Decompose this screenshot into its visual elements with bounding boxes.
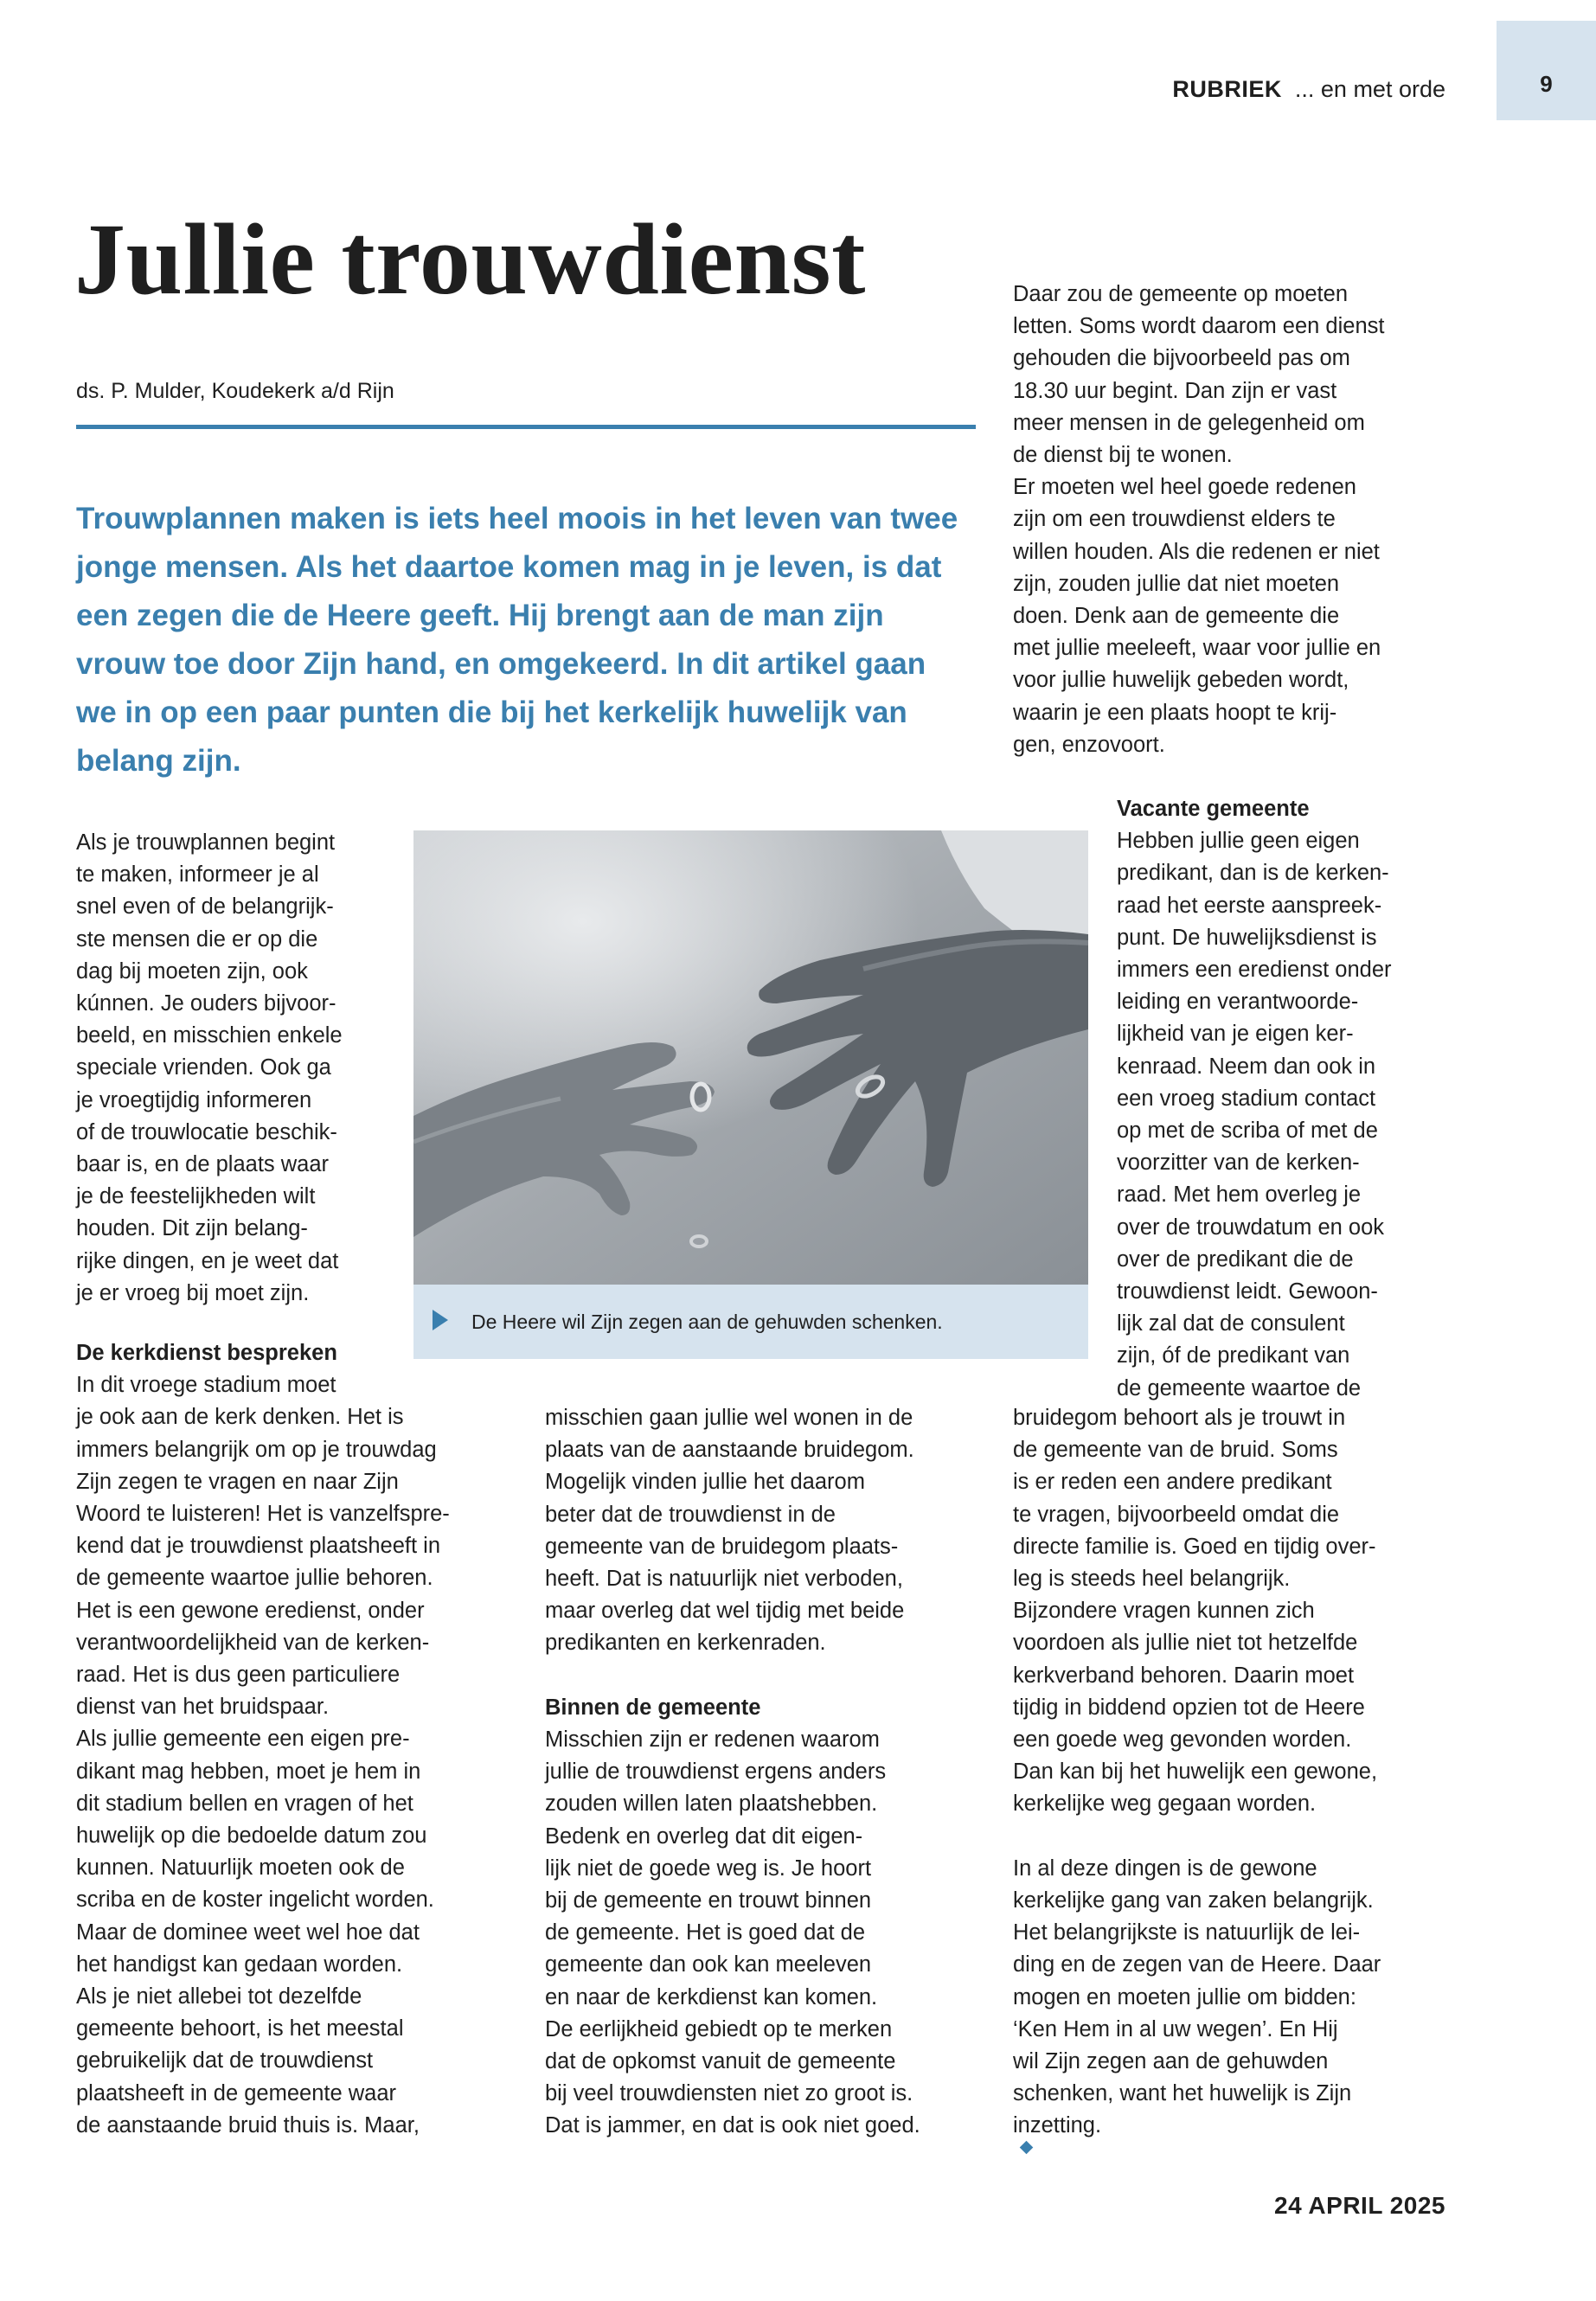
text-line: baar is, en de plaats waar — [76, 1152, 330, 1177]
text-line: dienst van het bruidspaar. — [76, 1695, 330, 1720]
text-line: gemeente dan ook kan meeleven — [545, 1952, 872, 1977]
text-line: misschien gaan jullie wel wonen in de — [545, 1406, 913, 1430]
lead-line: jonge mensen. Als het daartoe komen mag in je leven, is dat — [76, 550, 942, 584]
text-line: verantwoordelijkheid van de kerken- — [76, 1630, 430, 1655]
text-line: De eerlijkheid gebiedt op te merken — [545, 2016, 893, 2041]
text-line: dikant mag hebben, moet je hem in — [76, 1759, 421, 1784]
text-line: bruidegom behoort als je trouwt in — [1013, 1406, 1346, 1430]
title-divider — [76, 425, 976, 429]
text-line: dag bij moeten zijn, ook — [76, 958, 308, 984]
text-line: huwelijk op die bedoelde datum zou — [76, 1823, 427, 1849]
lead-line: belang zijn. — [76, 744, 241, 778]
text-line: snel even of de belangrijk- — [76, 894, 334, 920]
text-line: voordoen als jullie niet tot hetzelfde — [1013, 1631, 1358, 1656]
text-line: bij de gemeente en trouwt binnen — [545, 1888, 872, 1913]
text-line: kend dat je trouwdienst plaatsheeft in — [76, 1534, 441, 1559]
text-line: zijn, zouden jullie dat niet moeten — [1013, 571, 1340, 596]
text-line: plaats van de aanstaande bruidegom. — [545, 1438, 914, 1463]
text-line: over de trouwdatum en ook — [1117, 1215, 1385, 1240]
text-line: te vragen, bijvoorbeeld omdat die — [1013, 1502, 1340, 1527]
text-line: waarin je een plaats hoopt te krij- — [1013, 700, 1337, 725]
text-line: trouwdienst leidt. Gewoon- — [1117, 1279, 1378, 1304]
text-line: dat de opkomst vanuit de gemeente — [545, 2049, 896, 2074]
text-line: Bijzondere vragen kunnen zich — [1013, 1599, 1315, 1624]
text-line: dit stadium bellen en vragen of het — [76, 1791, 413, 1816]
text-line: scriba en de koster ingelicht worden. — [76, 1888, 434, 1913]
text-line: tijdig in biddend opzien tot de Heere — [1013, 1695, 1365, 1720]
text-line: rijke dingen, en je weet dat — [76, 1248, 339, 1273]
text-line: Als je niet allebei tot dezelfde — [76, 1984, 362, 2009]
text-line: In al deze dingen is de gewone — [1013, 1856, 1317, 1881]
text-line: over de predikant die de — [1117, 1247, 1354, 1272]
text-line: letten. Soms wordt daarom een dienst — [1013, 314, 1385, 339]
text-line: Misschien zijn er redenen waarom — [545, 1727, 880, 1753]
wedding-hands-photo — [413, 830, 1088, 1285]
text-line: de gemeente. Het is goed dat de — [545, 1920, 866, 1945]
text-line: voorzitter van de kerken- — [1117, 1150, 1360, 1176]
text-line: de gemeente waartoe jullie behoren. — [76, 1566, 433, 1591]
text-line: Als jullie gemeente een eigen pre- — [76, 1727, 410, 1752]
lead-line: vrouw toe door Zijn hand, en omgekeerd. In dit artikel gaan — [76, 647, 926, 681]
text-line: predikant, dan is de kerken- — [1117, 861, 1389, 886]
text-line: Het belangrijkste is natuurlijk de lei- — [1013, 1920, 1361, 1945]
text-line: ste mensen die er op die — [76, 926, 318, 952]
text-line: je ook aan de kerk denken. Het is — [76, 1405, 404, 1430]
lead-line: een zegen die de Heere geeft. Hij brengt aan de man zijn — [76, 599, 884, 632]
text-line: Dan kan bij het huwelijk een gewone, — [1013, 1759, 1378, 1785]
hands-ring-illustration — [413, 830, 1088, 1285]
text-line: met jullie meeleeft, waar voor jullie en — [1013, 636, 1381, 661]
article-lead — [76, 495, 984, 785]
column-3-top — [1013, 279, 1384, 761]
text-line: de aanstaande bruid thuis is. Maar, — [76, 2112, 420, 2138]
text-line: is er reden een andere predikant — [1013, 1470, 1332, 1495]
text-line: willen houden. Als die redenen er niet — [1013, 539, 1380, 564]
text-line: of de trouwlocatie beschik- — [76, 1119, 337, 1144]
text-line: raad. Met hem overleg je — [1117, 1183, 1362, 1208]
column-2 — [545, 1402, 920, 2143]
text-line: schenken, want het huwelijk is Zijn — [1013, 2081, 1352, 2106]
text-line: je de feestelijkheden wilt — [76, 1184, 316, 1209]
text-line: In dit vroege stadium moet — [76, 1373, 337, 1398]
text-line: beeld, en misschien enkele — [76, 1023, 343, 1048]
text-line: zouden willen laten plaatshebben. — [545, 1791, 878, 1817]
text-line: immers belangrijk om op je trouwdag — [76, 1437, 437, 1462]
text-line: lijkheid van je eigen ker- — [1117, 1022, 1354, 1047]
text-line: jullie de trouwdienst ergens anders — [545, 1759, 887, 1785]
text-line: Bedenk en overleg dat dit eigen- — [545, 1823, 863, 1849]
text-line: bij veel trouwdiensten niet zo groot is. — [545, 2081, 913, 2106]
text-line: en naar de kerkdienst kan komen. — [545, 1984, 878, 2009]
text-line: leg is steeds heel belangrijk. — [1013, 1567, 1291, 1592]
text-line: kúnnen. Je ouders bijvoor- — [76, 991, 337, 1016]
text-line: de gemeente waartoe de — [1117, 1375, 1362, 1400]
text-line: Woord te luisteren! Het is vanzelfspre- — [76, 1502, 450, 1527]
column-1-intro — [76, 827, 343, 1310]
text-line: de dienst bij te wonen. — [1013, 443, 1233, 468]
text-line: gen, enzovoort. — [1013, 732, 1165, 757]
text-line: het handigst kan gedaan worden. — [76, 1952, 403, 1977]
text-line: Mogelijk vinden jullie het daarom — [545, 1470, 865, 1495]
text-line: Dat is jammer, en dat is ook niet goed. — [545, 2113, 920, 2138]
text-line: leiding en verantwoorde- — [1117, 990, 1359, 1015]
photo-caption: De Heere wil Zijn zegen aan de gehuwden schenken. — [471, 1311, 943, 1333]
text-line: meer mensen in de gelegenheid om — [1013, 410, 1365, 435]
column-3-vacant — [1117, 793, 1392, 1405]
text-line: een vroeg stadium contact — [1117, 1086, 1376, 1111]
text-line: Het is een gewone eredienst, onder — [76, 1598, 425, 1623]
column-3-bottom — [1013, 1402, 1381, 2152]
text-line: mogen en moeten jullie om bidden: — [1013, 1984, 1356, 2009]
text-line: lijk niet de goede weg is. Je hoort — [545, 1856, 872, 1881]
text-line: speciale vrienden. Ook ga — [76, 1055, 331, 1080]
text-line: immers een eredienst onder — [1117, 958, 1392, 983]
text-line: directe familie is. Goed en tijdig over- — [1013, 1534, 1376, 1559]
text-line: je vroegtijdig informeren — [76, 1087, 312, 1112]
text-line: kenraad. Neem dan ook in — [1117, 1054, 1376, 1079]
text-line: een goede weg gevonden worden. — [1013, 1727, 1352, 1753]
rubric-header — [1172, 76, 1445, 103]
article-author: ds. P. Mulder, Koudekerk a/d Rijn — [76, 379, 394, 403]
text-line: gehouden die bijvoorbeeld pas om — [1013, 346, 1350, 371]
text-line: maar overleg dat wel tijdig met beide — [545, 1599, 905, 1624]
lead-line: Trouwplannen maken is iets heel moois in het leven van twee — [76, 502, 958, 535]
final-line — [1013, 2110, 1381, 2151]
text-line: kerkelijke gang van zaken belangrijk. — [1013, 1888, 1374, 1913]
rubric-label: RUBRIEK — [1172, 76, 1282, 102]
text-line: lijk zal dat de consulent — [1117, 1311, 1345, 1336]
lead-line: we in op een paar punten die bij het kerkelijk huwelijk van — [76, 695, 907, 729]
text-line: zijn om een trouwdienst elders te — [1013, 507, 1336, 532]
text-line: plaatsheeft in de gemeente waar — [76, 2080, 396, 2106]
text-line: Als je trouwplannen begint — [76, 830, 336, 855]
text-line: kunnen. Natuurlijk moeten ook de — [76, 1856, 405, 1881]
text-line: inzetting. — [1013, 2113, 1102, 2138]
text-line: ‘Ken Hem in al uw wegen’. En Hij — [1013, 2016, 1338, 2041]
text-line: predikanten en kerkenraden. — [545, 1631, 826, 1656]
text-line: beter dat de trouwdienst in de — [545, 1502, 836, 1527]
text-line: voor jullie huwelijk gebeden wordt, — [1013, 668, 1349, 693]
text-line: te maken, informeer je al — [76, 862, 319, 888]
text-line: de gemeente van de bruid. Soms — [1013, 1438, 1338, 1463]
end-diamond-icon — [1020, 2140, 1034, 2154]
text-line: je er vroeg bij moet zijn. — [76, 1280, 310, 1305]
text-line: punt. De huwelijksdienst is — [1117, 925, 1377, 950]
page-number: 9 — [1540, 71, 1553, 97]
text-line: Daar zou de gemeente op moeten — [1013, 282, 1349, 306]
text-line: doen. Denk aan de gemeente die — [1013, 604, 1340, 629]
text-line: gemeente behoort, is het meestal — [76, 2016, 404, 2041]
section-heading-kerkdienst: De kerkdienst bespreken — [76, 1341, 337, 1365]
text-line: gemeente van de bruidegom plaats- — [545, 1534, 899, 1559]
text-line: ding en de zegen van de Heere. Daar — [1013, 1952, 1381, 1977]
text-line: wil Zijn zegen aan de gehuwden — [1013, 2049, 1329, 2074]
text-line: heeft. Dat is natuurlijk niet verboden, — [545, 1567, 903, 1592]
rubric-title: ... en met orde — [1294, 76, 1445, 102]
text-line: houden. Dit zijn belang- — [76, 1216, 308, 1241]
article-title: Jullie trouwdienst — [74, 202, 866, 316]
text-line: raad. Het is dus geen particuliere — [76, 1663, 401, 1688]
text-line: Hebben jullie geen eigen — [1117, 829, 1360, 854]
section-heading-gemeente: Binnen de gemeente — [545, 1695, 761, 1720]
text-line: Maar de dominee weet wel hoe dat — [76, 1920, 420, 1945]
text-line: kerkelijke weg gegaan worden. — [1013, 1791, 1317, 1817]
text-line: 18.30 uur begint. Dan zijn er vast — [1013, 378, 1337, 403]
column-1-section — [76, 1337, 450, 2142]
text-line: gebruikelijk dat de trouwdienst — [76, 2048, 374, 2073]
text-line: zijn, óf de predikant van — [1117, 1343, 1350, 1368]
section-heading-vacante: Vacante gemeente — [1117, 797, 1310, 821]
text-line: Er moeten wel heel goede redenen — [1013, 475, 1356, 500]
text-line: op met de scriba of met de — [1117, 1118, 1378, 1144]
text-line: Zijn zegen te vragen en naar Zijn — [76, 1469, 399, 1494]
text-line: raad het eerste aanspreek- — [1117, 893, 1382, 918]
issue-date: 24 APRIL 2025 — [1274, 2192, 1445, 2219]
caption-arrow-icon — [433, 1310, 448, 1330]
text-line: kerkverband behoren. Daarin moet — [1013, 1663, 1355, 1688]
